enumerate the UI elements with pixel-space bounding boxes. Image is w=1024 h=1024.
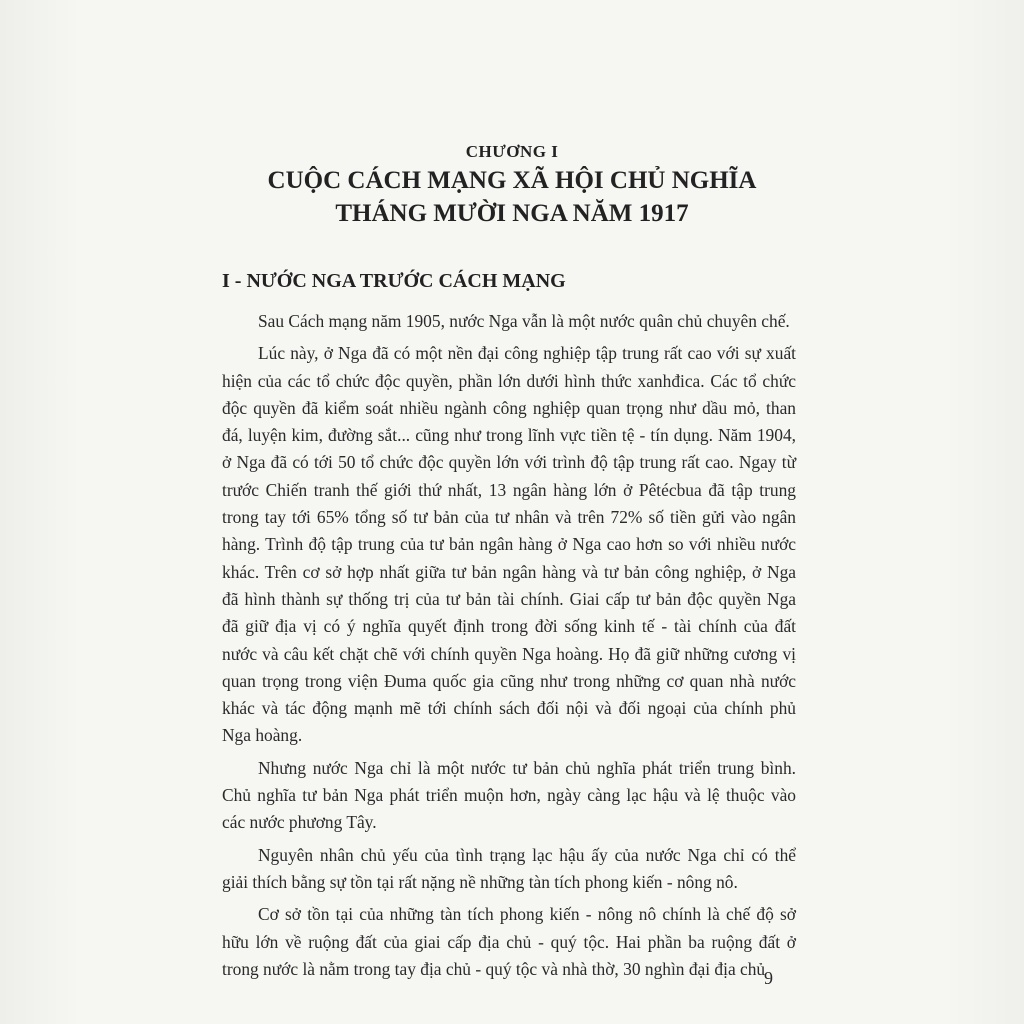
text-line: trong nước là nằm trong tay địa chủ - quý tộc và nhà thờ, 30 nghìn đại địa chủ (222, 958, 766, 979)
text-line: Cơ sở tồn tại của những tàn tích phong kiến - nông nô chính là chế độ sở (258, 904, 796, 925)
text-line: ở Nga đã có tới 50 tổ chức độc quyền lớn với trình độ tập trung rất cao. Ngay từ (222, 452, 796, 473)
text-line: Nguyên nhân chủ yếu của tình trạng lạc hậu ấy của nước Nga chỉ có thể (258, 844, 796, 865)
paragraph (222, 842, 796, 897)
paragraph (222, 340, 796, 749)
chapter-title-line-2: THÁNG MƯỜI NGA NĂM 1917 (335, 200, 689, 227)
text-line: Nga hoàng. (222, 725, 303, 746)
text-line: Chủ nghĩa tư bản Nga phát triển muộn hơn, ngày càng lạc hậu và lệ thuộc vào (222, 785, 796, 806)
text-line: giải thích bằng sự tồn tại rất nặng nề những tàn tích phong kiến - nông nô. (222, 871, 738, 892)
text-line: trước Chiến tranh thế giới thứ nhất, 13 ngân hàng lớn ở Pêtécbua đã tập trung (222, 479, 796, 500)
paragraph (222, 308, 796, 335)
text-line: khác và tác động mạnh mẽ tới chính sách đối nội và đối ngoại của chính phủ (222, 698, 796, 719)
text-line: khác. Trên cơ sở hợp nhất giữa tư bản ngân hàng và tư bản công nghiệp, ở Nga (222, 561, 796, 582)
chapter-title-line-1: CUỘC CÁCH MẠNG XÃ HỘI CHỦ NGHĨA (267, 167, 757, 194)
text-line: đã hình thành sự thống trị của tư bản tài chính. Giai cấp tư bản độc quyền Nga (222, 588, 796, 609)
text-line: trong tay tới 65% tổng số tư bản của tư nhân và trên 72% số tiền gửi vào ngân (222, 507, 796, 528)
body-text (222, 308, 796, 988)
text-line: các nước phương Tây. (222, 812, 377, 833)
text-line: Nhưng nước Nga chỉ là một nước tư bản chủ nghĩa phát triển trung bình. (258, 757, 796, 778)
text-line: độc quyền đã kiểm soát nhiều ngành công nghiệp quan trọng như dầu mỏ, than (222, 397, 796, 418)
text-line: quan trọng trong viện Đuma quốc gia cũng như trong những cơ quan nhà nước (222, 670, 796, 691)
page-number: 9 (764, 968, 773, 988)
section-heading: I - NƯỚC NGA TRƯỚC CÁCH MẠNG (222, 270, 566, 292)
paragraph (222, 901, 796, 983)
text-line: hữu lớn về ruộng đất của giai cấp địa chủ - quý tộc. Hai phần ba ruộng đất ở (222, 931, 796, 952)
text-line: hàng. Trình độ tập trung của tư bản ngân hàng ở Nga cao hơn so với nhiều nước (222, 534, 796, 555)
text-line: Lúc này, ở Nga đã có một nền đại công nghiệp tập trung rất cao với sự xuất (258, 343, 796, 364)
paragraph (222, 755, 796, 837)
text-line: đá, luyện kim, đường sắt... cũng như trong lĩnh vực tiền tệ - tín dụng. Năm 1904, (222, 425, 796, 446)
text-line: Sau Cách mạng năm 1905, nước Nga vẫn là một nước quân chủ chuyên chế. (258, 311, 790, 331)
text-line: hiện của các tổ chức độc quyền, phần lớn dưới hình thức xanhđica. Các tổ chức (222, 370, 796, 391)
chapter-label: CHƯƠNG I (465, 142, 559, 161)
text-line: đã giữ địa vị có ý nghĩa quyết định trong đời sống kinh tế - tài chính của đất (222, 616, 796, 637)
text-line: nước và câu kết chặt chẽ với chính quyền Nga hoàng. Họ đã giữ những cương vị (222, 643, 796, 664)
